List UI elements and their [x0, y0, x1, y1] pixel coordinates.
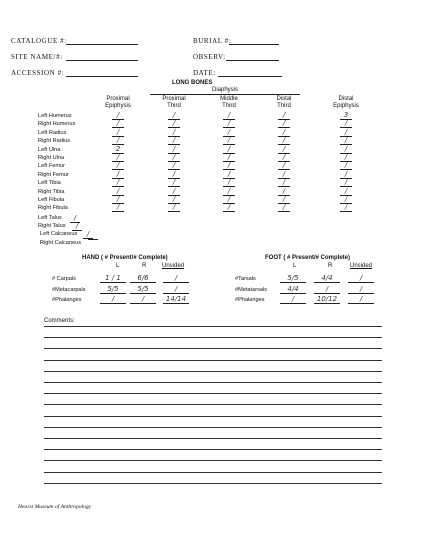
- hand-col-unsided: Unsided: [162, 263, 185, 269]
- bone-mark: /: [340, 179, 352, 187]
- comment-line[interactable]: [44, 404, 382, 405]
- bone-mark: /: [168, 171, 180, 179]
- bone-mark: /: [112, 154, 124, 162]
- column-header-line2: Epiphysis: [333, 102, 359, 109]
- column-header-line1: Middle: [220, 96, 238, 102]
- column-header-line2: Third: [277, 102, 291, 109]
- tarsal-row-label: Right Talus: [38, 223, 66, 230]
- hand-count-cell[interactable]: /: [163, 285, 189, 294]
- tarsal-mark[interactable]: /: [83, 230, 93, 239]
- site-name-field[interactable]: [66, 60, 138, 61]
- bone-mark: /: [112, 129, 124, 137]
- hand-col-l: L: [116, 263, 120, 269]
- bone-mark-cell[interactable]: [278, 204, 290, 212]
- foot-col-unsided: Unsided: [350, 263, 373, 269]
- tarsal-row-label: Left Calcaneus: [40, 231, 78, 238]
- bone-mark: /: [168, 112, 180, 120]
- bone-mark: /: [340, 120, 352, 128]
- comment-line[interactable]: [44, 472, 382, 473]
- foot-count-cell[interactable]: /: [280, 295, 306, 304]
- bone-mark: /: [278, 120, 290, 128]
- foot-title: FOOT ( # Present/# Complete): [265, 255, 351, 261]
- hand-row-label: # Carpals: [52, 276, 76, 282]
- bone-mark: /: [223, 204, 235, 212]
- bone-mark: /: [168, 196, 180, 204]
- hand-row-label: #Phalanges: [52, 297, 82, 303]
- foot-col-l: L: [293, 263, 297, 269]
- bone-mark: /: [278, 204, 290, 212]
- bone-mark: /: [223, 179, 235, 187]
- bone-mark: /: [112, 188, 124, 196]
- bone-mark: /: [340, 146, 352, 154]
- bone-mark: /: [223, 188, 235, 196]
- column-header: [154, 96, 194, 109]
- bone-mark: /: [223, 171, 235, 179]
- bone-mark: /: [340, 154, 352, 162]
- column-header: [209, 96, 249, 109]
- foot-count-cell[interactable]: /: [348, 274, 374, 283]
- bone-row-label: Right Fibula: [38, 205, 68, 212]
- hand-count-cell[interactable]: 14/14: [163, 295, 189, 304]
- bone-row-label: Left Humerus: [38, 113, 72, 119]
- bone-mark: /: [340, 204, 352, 212]
- foot-row-label: #Phalanges: [235, 297, 265, 303]
- accession-label: ACCESSION #:: [11, 69, 65, 77]
- hand-count-cell[interactable]: /: [163, 274, 189, 283]
- bone-mark-cell[interactable]: [340, 137, 352, 145]
- bone-mark: /: [112, 204, 124, 212]
- comment-line[interactable]: [44, 427, 382, 428]
- bone-mark: /: [223, 162, 235, 170]
- bone-mark-cell[interactable]: [340, 179, 352, 187]
- comment-line[interactable]: [44, 382, 382, 383]
- column-header-line1: Proximal: [106, 96, 130, 102]
- bone-mark: /: [112, 162, 124, 170]
- foot-count-cell[interactable]: /: [314, 285, 340, 294]
- comment-line[interactable]: [44, 348, 382, 349]
- bone-row-label: Right Radius: [38, 138, 71, 145]
- bone-mark: /: [278, 196, 290, 204]
- foot-count-cell[interactable]: /: [348, 285, 374, 294]
- bone-mark-cell[interactable]: [112, 137, 124, 145]
- bone-mark: /: [340, 137, 352, 145]
- bone-mark-cell[interactable]: [223, 137, 235, 145]
- tarsal-row-label: Left Talus: [38, 215, 62, 221]
- comments-label: Comments:: [44, 318, 75, 324]
- burial-field[interactable]: [229, 44, 279, 45]
- column-header-line2: Third: [167, 102, 181, 109]
- foot-row-label: #Tarsals: [235, 276, 256, 282]
- bone-mark-cell[interactable]: [223, 179, 235, 187]
- bone-mark: /: [168, 146, 180, 154]
- comment-line[interactable]: [44, 483, 382, 484]
- bone-mark: /: [168, 162, 180, 170]
- hand-count-cell[interactable]: 6/6: [130, 274, 156, 283]
- date-field[interactable]: [218, 76, 282, 77]
- bone-mark: /: [112, 112, 124, 120]
- foot-count-cell[interactable]: 4/4: [280, 285, 306, 294]
- bone-mark: /: [112, 137, 124, 145]
- foot-count-cell[interactable]: 10/12: [314, 295, 340, 304]
- bone-mark: /: [278, 162, 290, 170]
- foot-col-r: R: [328, 263, 333, 269]
- bone-mark: /: [112, 179, 124, 187]
- bone-mark: /: [223, 154, 235, 162]
- column-header-line1: Proximal: [162, 96, 186, 102]
- diaphysis-label: Diaphysis: [212, 87, 239, 93]
- hand-col-r: R: [142, 263, 147, 269]
- bone-mark: /: [278, 171, 290, 179]
- hand-row-label: #Metacarpals: [52, 286, 86, 293]
- hand-title: HAND ( # Present/# Complete): [82, 255, 168, 261]
- bone-mark-cell[interactable]: [278, 137, 290, 145]
- bone-row-label: Left Tibia: [38, 180, 61, 187]
- bone-mark: /: [168, 204, 180, 212]
- site-name-label: SITE NAME/#:: [11, 53, 63, 61]
- foot-row-label: #Metatarsals: [235, 286, 268, 293]
- bone-mark: /: [223, 196, 235, 204]
- column-header: [98, 96, 138, 109]
- bone-mark: /: [168, 137, 180, 145]
- column-header-line2: Epiphysis: [105, 102, 131, 109]
- comment-line[interactable]: [44, 337, 382, 338]
- comment-line[interactable]: [44, 416, 382, 417]
- column-header-line1: Distal: [338, 96, 354, 102]
- comment-line[interactable]: [44, 371, 382, 372]
- bone-mark-cell[interactable]: [112, 179, 124, 187]
- bone-mark-cell[interactable]: [112, 204, 124, 212]
- bone-mark: /: [223, 146, 235, 154]
- bone-mark: /: [223, 137, 235, 145]
- bone-row-label: Right Humerus: [38, 121, 76, 128]
- foot-count-cell[interactable]: 4/4: [314, 274, 340, 283]
- comment-line[interactable]: [44, 449, 382, 450]
- hand-count-cell[interactable]: /: [130, 295, 156, 304]
- bone-mark: /: [223, 112, 235, 120]
- bone-mark: /: [168, 179, 180, 187]
- comment-line[interactable]: [44, 438, 382, 439]
- bone-mark-cell[interactable]: [223, 204, 235, 212]
- bone-mark: /: [278, 146, 290, 154]
- bone-row-label: Right Femur: [38, 171, 69, 178]
- bone-mark: /: [278, 179, 290, 187]
- tarsal-row-label: Right Calcaneus: [40, 239, 82, 246]
- hand-count-cell[interactable]: 5/5: [100, 285, 126, 294]
- diaphysis-rule: [150, 94, 300, 95]
- comment-line[interactable]: [44, 393, 382, 394]
- comment-line[interactable]: [44, 460, 382, 461]
- observ-field[interactable]: [226, 60, 279, 61]
- bone-row-label: Left Femur: [38, 163, 66, 170]
- foot-count-cell[interactable]: 5/5: [280, 274, 306, 283]
- bone-row-label: Left Radius: [38, 129, 67, 136]
- bone-mark: 2: [112, 146, 124, 154]
- bone-mark-cell[interactable]: [168, 137, 180, 145]
- accession-field[interactable]: [66, 76, 138, 77]
- foot-count-cell[interactable]: /: [348, 295, 374, 304]
- bone-mark: /: [278, 129, 290, 137]
- burial-label: BURIAL #:: [193, 37, 232, 45]
- bone-mark: /: [112, 120, 124, 128]
- bone-mark-cell[interactable]: [278, 179, 290, 187]
- bone-mark: /: [340, 196, 352, 204]
- bone-mark: 3: [340, 112, 352, 120]
- column-header-line1: Distal: [276, 96, 292, 102]
- bone-mark: /: [340, 171, 352, 179]
- hand-count-cell[interactable]: 1 / 1: [100, 274, 126, 283]
- catalogue-label: CATALOGUE #:: [11, 37, 67, 45]
- tarsal-mark[interactable]: /: [72, 222, 82, 231]
- bone-row-label: Right Tibia: [38, 188, 65, 195]
- comment-line[interactable]: [44, 360, 382, 361]
- date-label: DATE:: [193, 69, 216, 77]
- column-header: [326, 96, 366, 109]
- bone-mark: /: [340, 162, 352, 170]
- bone-mark: /: [168, 154, 180, 162]
- hand-count-cell[interactable]: /: [100, 295, 126, 304]
- bone-mark: /: [223, 120, 235, 128]
- bone-mark: /: [168, 188, 180, 196]
- bone-mark: /: [168, 129, 180, 137]
- bone-row-label: Right Ulna: [38, 155, 65, 161]
- bone-mark: /: [278, 137, 290, 145]
- bone-mark: /: [278, 188, 290, 196]
- observ-label: OBSERV:: [193, 53, 226, 61]
- column-header-line2: Third: [222, 102, 236, 109]
- tarsal-mark[interactable]: [88, 239, 98, 240]
- bone-mark: /: [168, 120, 180, 128]
- bone-mark: /: [112, 196, 124, 204]
- bone-mark: /: [278, 154, 290, 162]
- bone-mark: /: [278, 112, 290, 120]
- bone-mark: /: [340, 129, 352, 137]
- column-header: [264, 96, 304, 109]
- bone-row-label: Left Ulna: [38, 146, 61, 153]
- hand-count-cell[interactable]: 5/5: [130, 285, 156, 294]
- tarsal-mark[interactable]: /: [70, 214, 80, 223]
- long-bones-title: LONG BONES: [172, 80, 213, 86]
- footer-text: Hearst Museum of Anthropology: [18, 504, 92, 510]
- bone-row-label: Left Fibula: [38, 197, 65, 203]
- bone-mark: /: [340, 188, 352, 196]
- bone-mark-cell[interactable]: [168, 179, 180, 187]
- bone-mark-cell[interactable]: [340, 204, 352, 212]
- comment-line[interactable]: [44, 326, 382, 327]
- bone-mark-cell[interactable]: [168, 204, 180, 212]
- bone-mark: /: [223, 129, 235, 137]
- catalogue-field[interactable]: [66, 44, 138, 45]
- bone-mark: /: [112, 171, 124, 179]
